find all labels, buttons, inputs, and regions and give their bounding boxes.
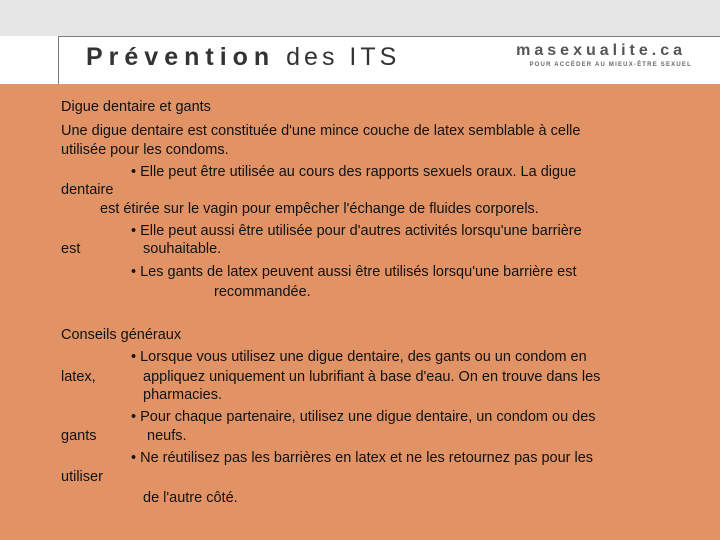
- title-bold: Prévention: [86, 43, 276, 71]
- bullet-3-line-1: • Les gants de latex peuvent aussi être utilisés lorsqu'une barrière est: [131, 264, 577, 280]
- bullet-3-line-2: recommandée.: [214, 284, 311, 300]
- title-rest: des ITS: [275, 43, 401, 71]
- tip-1-line-1: • Lorsque vous utilisez une digue dentaire, des gants ou un condom en: [131, 349, 587, 365]
- tip-1-wrap: latex,: [61, 369, 96, 385]
- section-heading-digue: Digue dentaire et gants: [61, 99, 211, 115]
- brand-logo-text: masexualite.ca: [516, 42, 686, 59]
- tip-2-line-2: neufs.: [147, 428, 187, 444]
- brand-tagline: POUR ACCÉDER AU MIEUX-ÊTRE SEXUEL: [529, 62, 692, 68]
- tip-3-wrap: utiliser: [61, 469, 103, 485]
- bullet-2-line-2: souhaitable.: [143, 241, 222, 257]
- tip-3-line-2: de l'autre côté.: [143, 490, 238, 506]
- bullet-1-wrap: dentaire: [61, 182, 114, 198]
- bullet-2-wrap: est: [61, 241, 81, 257]
- bullet-1-line-2: est étirée sur le vagin pour empêcher l'échange de fluides corporels.: [100, 201, 539, 217]
- intro-line-2: utilisée pour les condoms.: [61, 142, 229, 158]
- tip-2-line-1: • Pour chaque partenaire, utilisez une digue dentaire, un condom ou des: [131, 409, 596, 425]
- section-heading-conseils: Conseils généraux: [61, 327, 182, 343]
- tip-1-line-2: appliquez uniquement un lubrifiant à base d'eau. On en trouve dans les: [143, 369, 601, 385]
- tip-2-wrap: gants: [61, 428, 97, 444]
- bullet-1-line-1: • Elle peut être utilisée au cours des rapports sexuels oraux. La digue: [131, 164, 577, 180]
- intro-line-1: Une digue dentaire est constituée d'une mince couche de latex semblable à celle: [61, 123, 581, 139]
- tip-3-line-1: • Ne réutilisez pas les barrières en latex et ne les retournez pas pour les: [131, 450, 594, 466]
- bullet-2-line-1: • Elle peut aussi être utilisée pour d'autres activités lorsqu'une barrière: [131, 223, 582, 239]
- tip-1-line-3: pharmacies.: [143, 387, 222, 403]
